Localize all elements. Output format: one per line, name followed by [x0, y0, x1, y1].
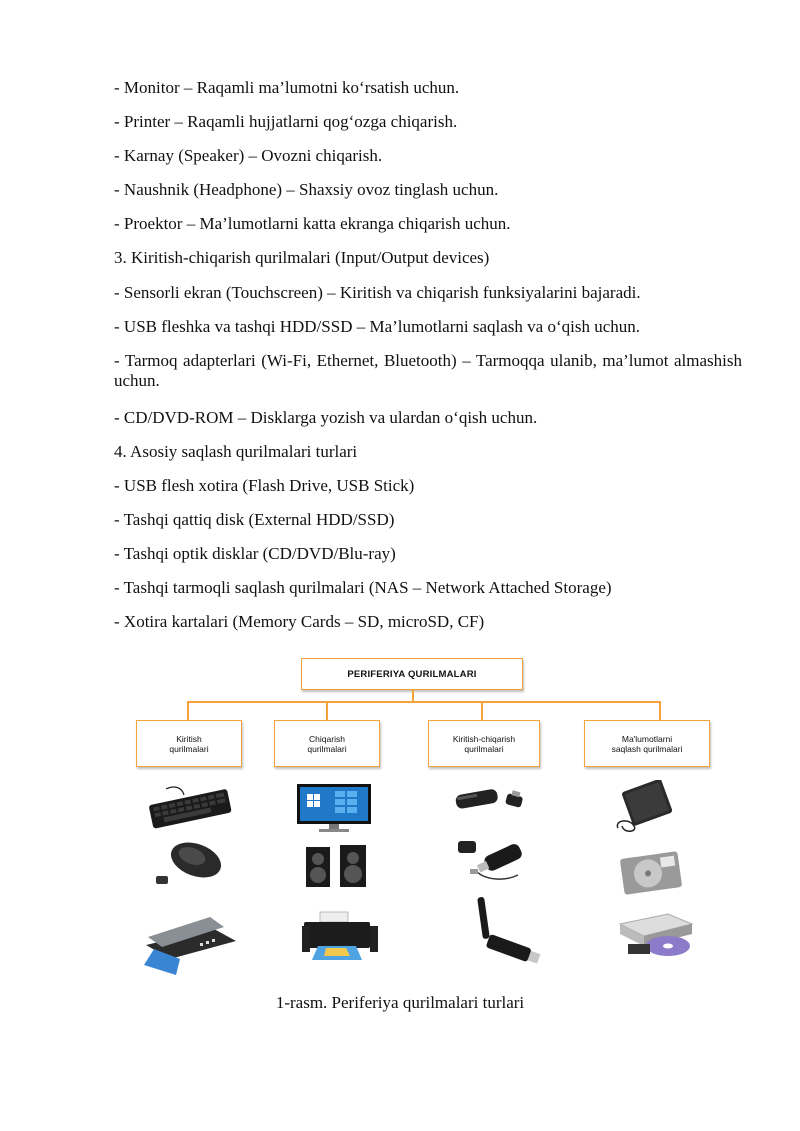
text-line: - Printer – Raqamli hujjatlarni qog‘ozga chiqarish. — [114, 112, 458, 131]
scanner-icon — [140, 907, 240, 977]
text-line: - Xotira kartalari (Memory Cards – SD, microSD, CF) — [114, 612, 485, 631]
category-label: qurilmalari — [307, 743, 347, 754]
text-line: - CD/DVD-ROM – Disklarga yozish va ulardan o‘qish uchun. — [114, 408, 538, 427]
connector-line — [659, 701, 661, 720]
text-line: - Monitor – Raqamli ma’lumotni ko‘rsatish uchun. — [114, 78, 460, 97]
external-hdd-icon — [610, 780, 690, 835]
text-line: - USB flesh xotira (Flash Drive, USB Stick) — [114, 476, 415, 495]
category-label: Ma'lumotlarni — [621, 733, 673, 744]
figure-caption: 1-rasm. Periferiya qurilmalari turlari — [275, 993, 525, 1012]
section-heading: 3. Kiritish-chiqarish qurilmalari (Input/Output devices) — [114, 248, 490, 267]
text-line: - Karnay (Speaker) – Ovozni chiqarish. — [114, 146, 383, 165]
category-box-io — [428, 720, 540, 767]
monitor-icon — [295, 782, 373, 834]
category-label: Kiritish-chiqarish — [452, 733, 516, 744]
bluetooth-adapter-icon — [456, 837, 530, 887]
printer-icon — [298, 910, 382, 966]
connector-line — [187, 701, 660, 703]
section-heading: 4. Asosiy saqlash qurilmalari turlari — [114, 442, 358, 461]
connector-line — [326, 701, 328, 720]
hard-disk-icon — [618, 851, 684, 895]
category-label: saqlash qurilmalari — [611, 743, 683, 754]
mouse-icon — [152, 838, 232, 893]
category-label: qurilmalari — [464, 743, 504, 754]
category-box-storage — [584, 720, 710, 767]
category-box-output — [274, 720, 380, 767]
text-line: - Tashqi optik disklar (CD/DVD/Blu-ray) — [114, 544, 396, 563]
category-label: Kiritish — [176, 733, 202, 744]
text-paragraph: - Tarmoq adapterlari (Wi-Fi, Ethernet, Bluetooth) – Tarmoqqa ulanib, ma’lumot almashish uchun. — [114, 351, 742, 390]
category-label: Chiqarish — [309, 733, 345, 744]
usb-modem-icon — [452, 785, 530, 815]
peripheral-devices-diagram — [130, 655, 715, 975]
speakers-icon — [302, 843, 370, 891]
optical-drive-icon — [616, 910, 696, 962]
text-line: - Sensorli ekran (Touchscreen) – Kiritish va chiqarish funksiyalarini bajaradi. — [114, 283, 641, 302]
text-line: - Tashqi tarmoqli saqlash qurilmalari (NAS – Network Attached Storage) — [114, 578, 612, 597]
category-label: qurilmalari — [169, 743, 209, 754]
category-box-input — [136, 720, 242, 767]
keyboard-icon — [144, 783, 234, 833]
wifi-adapter-icon — [470, 895, 552, 970]
diagram-title-box: PERIFERIYA QURILMALARI — [301, 658, 523, 690]
connector-line — [481, 701, 483, 720]
text-line: - USB fleshka va tashqi HDD/SSD – Ma’lumotlarni saqlash va o‘qish uchun. — [114, 317, 640, 336]
text-line: - Naushnik (Headphone) – Shaxsiy ovoz tinglash uchun. — [114, 180, 499, 199]
connector-line — [187, 701, 189, 720]
text-line: - Tashqi qattiq disk (External HDD/SSD) — [114, 510, 395, 529]
text-line: - Proektor – Ma’lumotlarni katta ekranga chiqarish uchun. — [114, 214, 511, 233]
